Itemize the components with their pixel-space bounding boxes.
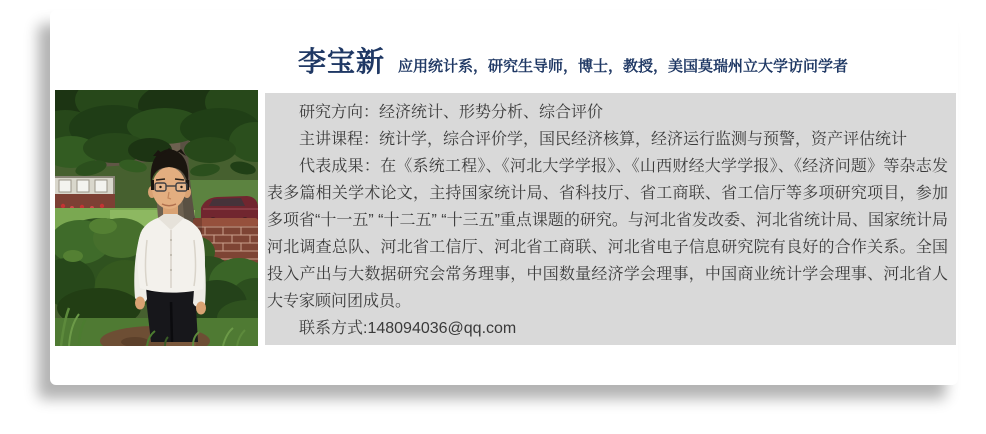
profile-header [298,40,848,80]
faculty-photo-illustration [55,90,258,346]
professor-titles: 应用统计系，研究生导师，博士，教授，美国莫瑞州立大学访问学者 [398,58,849,75]
bio-research-line: 研究方向：经济统计、形势分析、综合评价 [299,104,604,121]
bio-courses-line: 主讲课程：统计学，综合评价学，国民经济核算，经济运行监测与预警，资产评估统计 [299,131,908,148]
bio-panel [265,93,956,345]
faculty-photo [55,90,258,346]
profile-card [50,10,958,385]
bio-contact-line: 联系方式:148094036@qq.com [299,320,517,337]
bio-achievements-paragraph: 代表成果：在《系统工程》、《河北大学学报》、《山西财经大学学报》、《经济问题》等杂志发表多篇相关学术论文，主持国家统计局、省科技厅、省工商联、省工信厅等多项研究项目，参加多项省“十一五” “十二五” “十三五”重点课题的研究。与河北省发改委、河北省统计局、国家统计局河北调查总队、河北省工信厅、河北省工商联、河北省电子信息研究院有良好的合作关系。全国投入产出与大数据研究会常务理事，中国数量经济学会理事，中国商业统计学会理事、河北省人大专家顾问团成员。 [267,158,948,310]
professor-name: 李宝新 [298,46,386,77]
background-house [55,176,115,212]
